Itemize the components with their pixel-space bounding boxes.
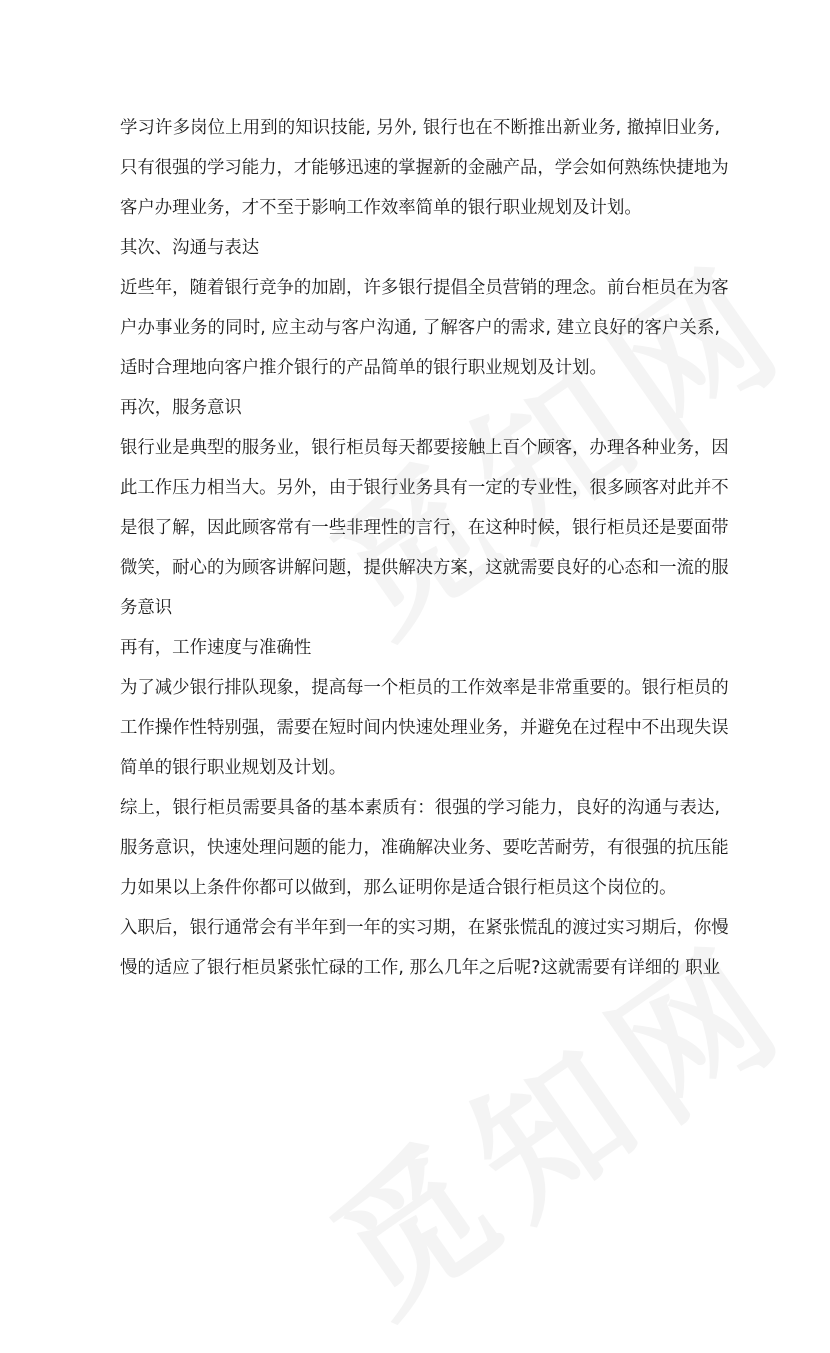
text-line: 学习许多岗位上用到的知识技能, 另外, 银行也在不断推出新业务, 撤掉旧业务, — [120, 118, 720, 138]
text-line: 慢的适应了银行柜员紧张忙碌的工作, 那么几年之后呢?这就需要有详细的 职业 — [120, 958, 720, 978]
section-heading-service: 再次，服务意识 — [120, 398, 242, 418]
document-body — [120, 108, 729, 988]
text-line: 服务意识，快速处理问题的能力，准确解决业务、要吃苦耐劳，有很强的抗压能 — [120, 838, 729, 858]
text-line: 微笑，耐心的为顾客讲解问题，提供解决方案，这就需要良好的心态和一流的服 — [120, 558, 729, 578]
paragraph-service — [120, 428, 729, 628]
text-line: 近些年，随着银行竞争的加剧，许多银行提倡全员营销的理念。前台柜员在为客 — [120, 278, 729, 298]
paragraph-after-onboarding — [120, 908, 729, 988]
text-line: 简单的银行职业规划及计划。 — [120, 758, 347, 778]
text-line: 务意识 — [120, 598, 173, 618]
text-line: 此工作压力相当大。另外，由于银行业务具有一定的专业性，很多顾客对此并不 — [120, 478, 729, 498]
section-heading-speed-accuracy: 再有，工作速度与准确性 — [120, 638, 312, 658]
section-heading-communication: 其次、沟通与表达 — [120, 238, 260, 258]
paragraph-learning-ability — [120, 108, 729, 228]
paragraph-summary — [120, 788, 729, 908]
text-line: 只有很强的学习能力，才能够迅速的掌握新的金融产品，学会如何熟练快捷地为 — [120, 158, 729, 178]
text-line: 银行业是典型的服务业，银行柜员每天都要接触上百个顾客，办理各种业务，因 — [120, 438, 729, 458]
text-line: 入职后，银行通常会有半年到一年的实习期，在紧张慌乱的渡过实习期后，你慢 — [120, 918, 729, 938]
text-line: 工作操作性特别强，需要在短时间内快速处理业务，并避免在过程中不出现失误 — [120, 718, 729, 738]
paragraph-speed-accuracy — [120, 668, 729, 788]
text-line: 适时合理地向客户推介银行的产品简单的银行职业规划及计划。 — [120, 358, 607, 378]
text-line: 客户办理业务，才不至于影响工作效率简单的银行职业规划及计划。 — [120, 198, 642, 218]
text-line: 力如果以上条件你都可以做到，那么证明你是适合银行柜员这个岗位的。 — [120, 878, 677, 898]
text-line: 综上，银行柜员需要具备的基本素质有：很强的学习能力，良好的沟通与表达, — [120, 798, 720, 818]
text-line: 为了减少银行排队现象，提高每一个柜员的工作效率是非常重要的。银行柜员的 — [120, 678, 729, 698]
text-line: 户办事业务的同时, 应主动与客户沟通, 了解客户的需求, 建立良好的客户关系, — [120, 318, 720, 338]
text-line: 是很了解，因此顾客常有一些非理性的言行，在这种时候，银行柜员还是要面带 — [120, 518, 729, 538]
paragraph-communication — [120, 268, 729, 388]
